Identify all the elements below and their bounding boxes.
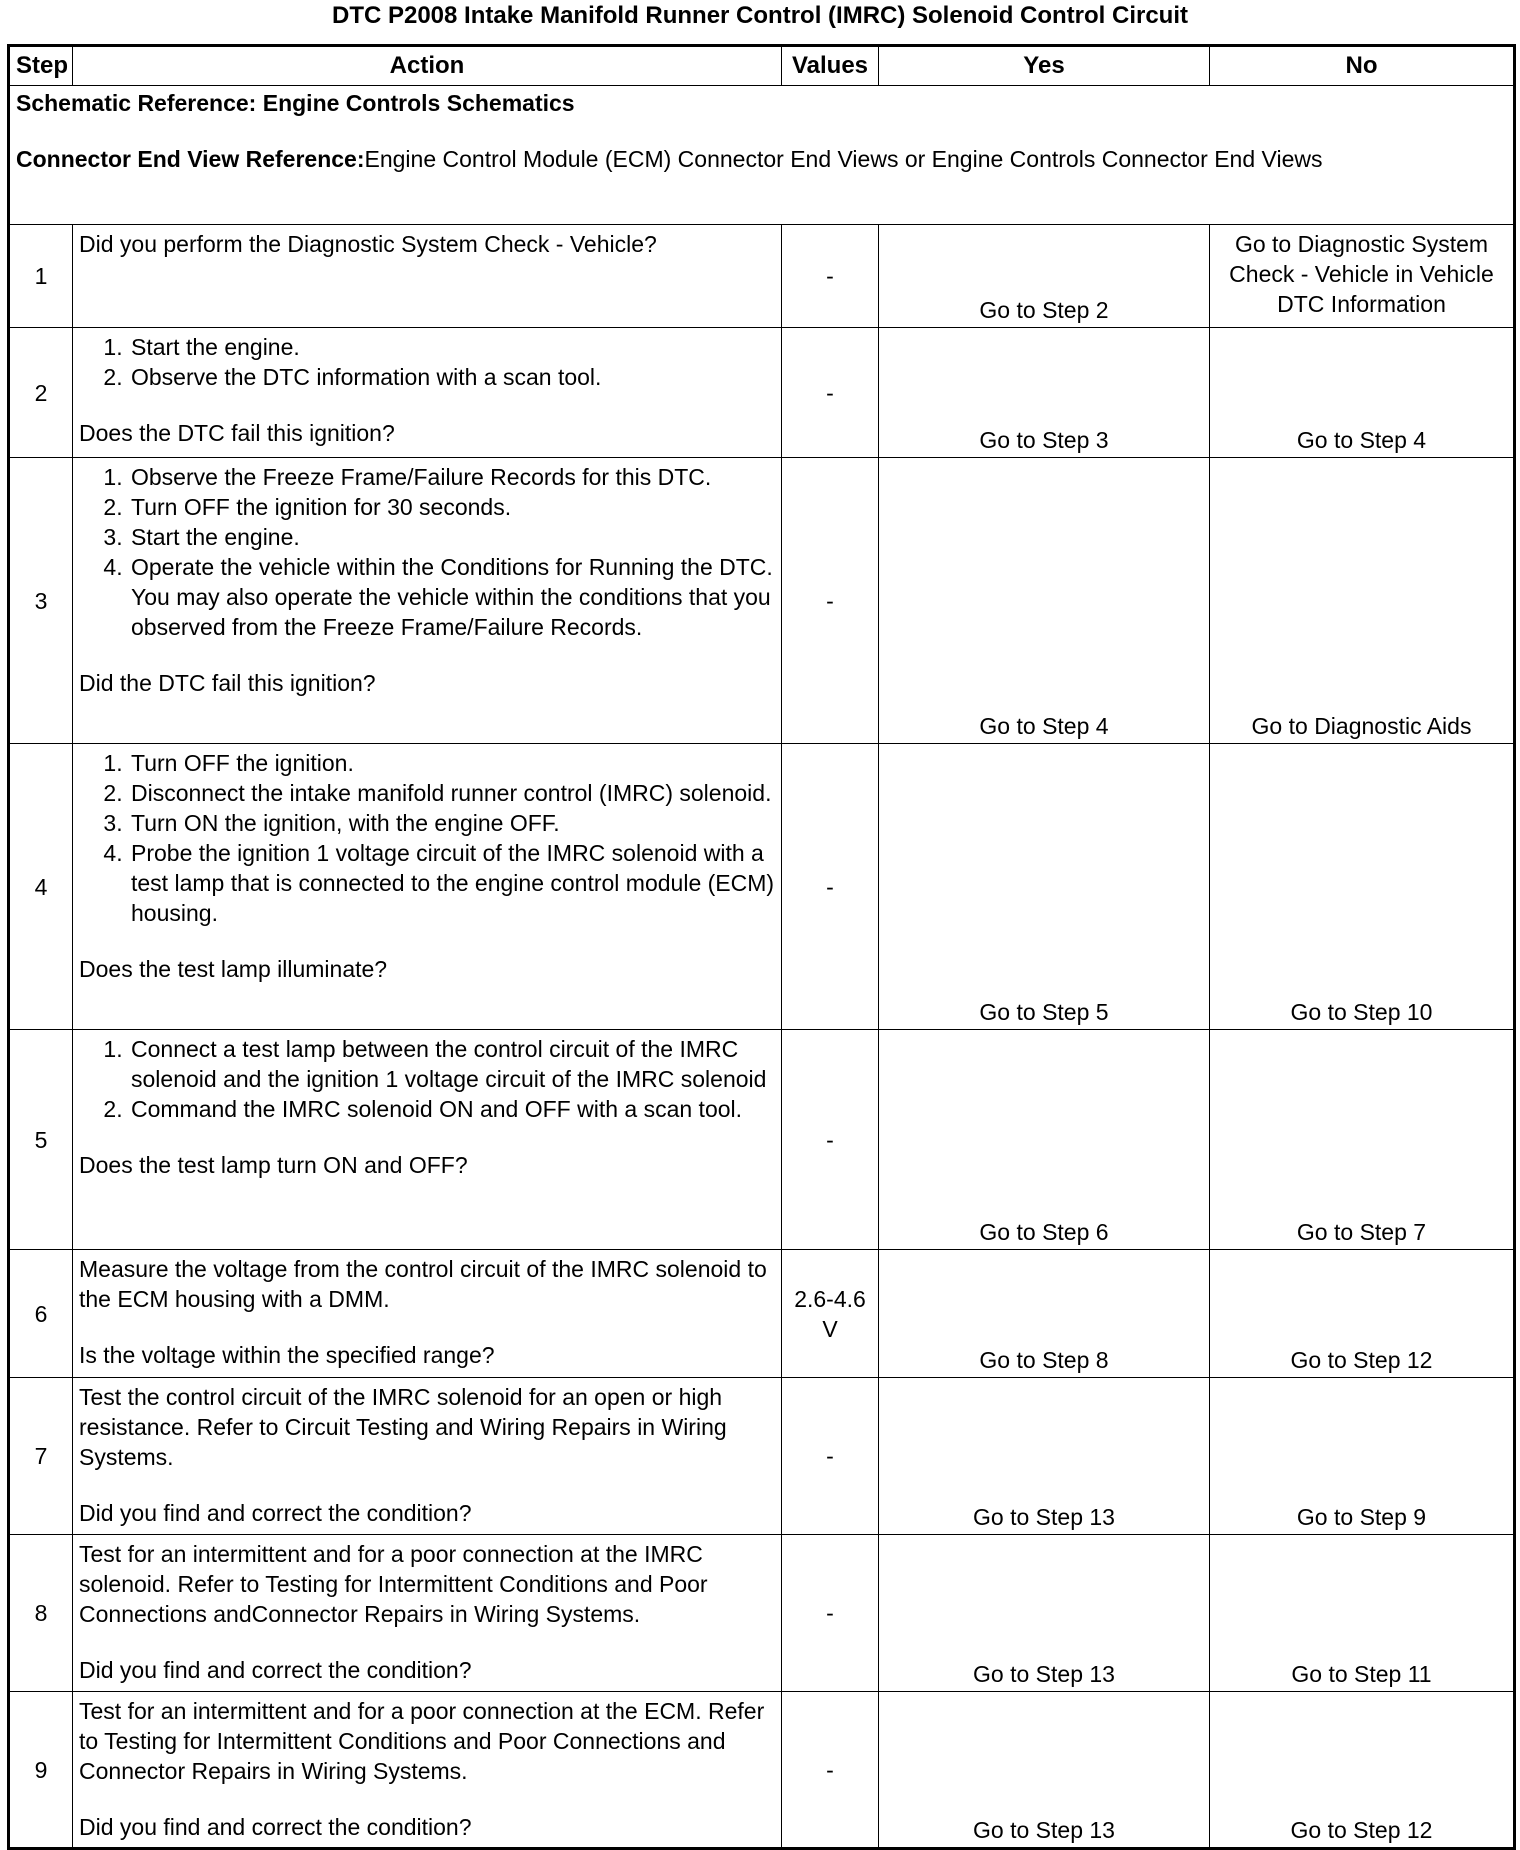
no-column-header: No — [1210, 46, 1515, 86]
yes-link[interactable]: Go to Step 13 — [879, 1535, 1210, 1692]
no-link[interactable]: Go to Step 10 — [1210, 744, 1515, 1030]
reference-cell — [9, 86, 1515, 225]
table-row — [9, 458, 1515, 744]
value-cell: - — [782, 225, 879, 328]
yes-link[interactable]: Go to Step 4 — [879, 458, 1210, 744]
step-number: 7 — [9, 1378, 73, 1535]
list-item: 4. Operate the vehicle within the Conditions for Running the DTC. You may also operate the vehicle within the conditions that you observed from the Freeze Frame/Failure Records. — [129, 552, 775, 642]
no-link[interactable]: Go to Step 7 — [1210, 1030, 1515, 1250]
connector-reference-label: Connector End View Reference: — [16, 146, 365, 172]
action-cell — [73, 1030, 782, 1250]
list-item: 1. Observe the Freeze Frame/Failure Records for this DTC. — [129, 462, 775, 492]
step-number: 8 — [9, 1535, 73, 1692]
step-number: 4 — [9, 744, 73, 1030]
yes-link[interactable]: Go to Step 13 — [879, 1378, 1210, 1535]
page-title: DTC P2008 Intake Manifold Runner Control (IMRC) Solenoid Control Circuit — [331, 2, 1189, 29]
list-item: 3. Turn ON the ignition, with the engine OFF. — [129, 808, 775, 838]
schematic-reference — [16, 88, 1507, 118]
schematic-reference-label: Schematic Reference: — [16, 90, 257, 116]
action-question: Does the DTC fail this ignition? — [79, 420, 395, 446]
table-row — [9, 1250, 1515, 1378]
list-item: 1. Start the engine. — [129, 332, 775, 362]
action-list — [79, 332, 775, 392]
yes-column-header: Yes — [879, 46, 1210, 86]
action-cell — [73, 1692, 782, 1849]
action-question: Does the test lamp turn ON and OFF? — [79, 1152, 468, 1178]
table-row — [9, 1378, 1515, 1535]
yes-link[interactable]: Go to Step 8 — [879, 1250, 1210, 1378]
list-item: 2. Turn OFF the ignition for 30 seconds. — [129, 492, 775, 522]
step-number: 9 — [9, 1692, 73, 1849]
step-number: 5 — [9, 1030, 73, 1250]
connector-reference-link[interactable]: Engine Control Module (ECM) Connector End Views or Engine Controls Connector End Views — [364, 146, 1323, 172]
step-number: 2 — [9, 328, 73, 458]
action-text: Test for an intermittent and for a poor connection at the ECM. Refer to Testing for Intermittent Conditions and Poor Connections and Connector Repairs in Wiring Systems. — [79, 1698, 765, 1784]
action-cell — [73, 744, 782, 1030]
action-cell — [73, 1250, 782, 1378]
action-list — [79, 1034, 775, 1124]
action-list — [79, 748, 775, 928]
action-question: Does the test lamp illuminate? — [79, 956, 388, 982]
no-link[interactable]: Go to Diagnostic System Check - Vehicle in Vehicle DTC Information — [1210, 225, 1515, 328]
reference-row — [9, 86, 1515, 225]
action-cell — [73, 225, 782, 328]
action-question: Did the DTC fail this ignition? — [79, 670, 376, 696]
schematic-reference-link[interactable]: Engine Controls Schematics — [256, 90, 575, 116]
step-number: 3 — [9, 458, 73, 744]
value-cell: - — [782, 458, 879, 744]
action-cell — [73, 1378, 782, 1535]
table-row — [9, 328, 1515, 458]
value-cell: - — [782, 1378, 879, 1535]
table-row — [9, 1692, 1515, 1849]
action-question: Is the voltage within the specified range? — [79, 1342, 495, 1368]
diagnostic-table — [7, 44, 1516, 1850]
value-cell: - — [782, 744, 879, 1030]
no-link[interactable]: Go to Step 11 — [1210, 1535, 1515, 1692]
action-text: Did you perform the Diagnostic System Check - Vehicle? — [79, 231, 657, 257]
value-cell: - — [782, 328, 879, 458]
yes-link[interactable]: Go to Step 13 — [879, 1692, 1210, 1849]
yes-link[interactable]: Go to Step 5 — [879, 744, 1210, 1030]
connector-reference — [16, 144, 1507, 174]
list-item: 2. Observe the DTC information with a scan tool. — [129, 362, 775, 392]
list-item: 4. Probe the ignition 1 voltage circuit of the IMRC solenoid with a test lamp that is connected to the engine control module (ECM) housing. — [129, 838, 775, 928]
no-link[interactable]: Go to Step 12 — [1210, 1692, 1515, 1849]
action-list — [79, 462, 775, 642]
list-item: 2. Disconnect the intake manifold runner control (IMRC) solenoid. — [129, 778, 775, 808]
table-row — [9, 225, 1515, 328]
table-row — [9, 1535, 1515, 1692]
yes-link[interactable]: Go to Step 6 — [879, 1030, 1210, 1250]
action-question: Did you find and correct the condition? — [79, 1657, 472, 1683]
action-cell — [73, 458, 782, 744]
action-text: Test for an intermittent and for a poor connection at the IMRC solenoid. Refer to Testing for Intermittent Conditions and Poor Connections andConnector Repairs in Wiring Systems. — [79, 1541, 708, 1627]
action-question: Did you find and correct the condition? — [79, 1500, 472, 1526]
header-row — [9, 46, 1515, 86]
value-cell: - — [782, 1692, 879, 1849]
action-question: Did you find and correct the condition? — [79, 1814, 472, 1840]
action-cell — [73, 1535, 782, 1692]
list-item: 2. Command the IMRC solenoid ON and OFF with a scan tool. — [129, 1094, 775, 1124]
action-text: Test the control circuit of the IMRC solenoid for an open or high resistance. Refer to Circuit Testing and Wiring Repairs in Wiring Systems. — [79, 1384, 727, 1470]
value-cell: - — [782, 1535, 879, 1692]
yes-link[interactable]: Go to Step 2 — [879, 225, 1210, 328]
no-link[interactable]: Go to Diagnostic Aids — [1210, 458, 1515, 744]
step-number: 6 — [9, 1250, 73, 1378]
no-link[interactable]: Go to Step 9 — [1210, 1378, 1515, 1535]
values-column-header: Values — [782, 46, 879, 86]
value-cell: - — [782, 1030, 879, 1250]
step-number: 1 — [9, 225, 73, 328]
action-column-header: Action — [73, 46, 782, 86]
step-column-header: Step — [9, 46, 73, 86]
no-link[interactable]: Go to Step 4 — [1210, 328, 1515, 458]
action-cell — [73, 328, 782, 458]
yes-link[interactable]: Go to Step 3 — [879, 328, 1210, 458]
list-item: 3. Start the engine. — [129, 522, 775, 552]
table-row — [9, 744, 1515, 1030]
value-cell: 2.6-4.6 V — [782, 1250, 879, 1378]
table-row — [9, 1030, 1515, 1250]
no-link[interactable]: Go to Step 12 — [1210, 1250, 1515, 1378]
list-item: 1. Turn OFF the ignition. — [129, 748, 775, 778]
list-item: 1. Connect a test lamp between the control circuit of the IMRC solenoid and the ignition 1 voltage circuit of the IMRC solenoid — [129, 1034, 775, 1094]
action-text: Measure the voltage from the control circuit of the IMRC solenoid to the ECM housing with a DMM. — [79, 1256, 767, 1312]
